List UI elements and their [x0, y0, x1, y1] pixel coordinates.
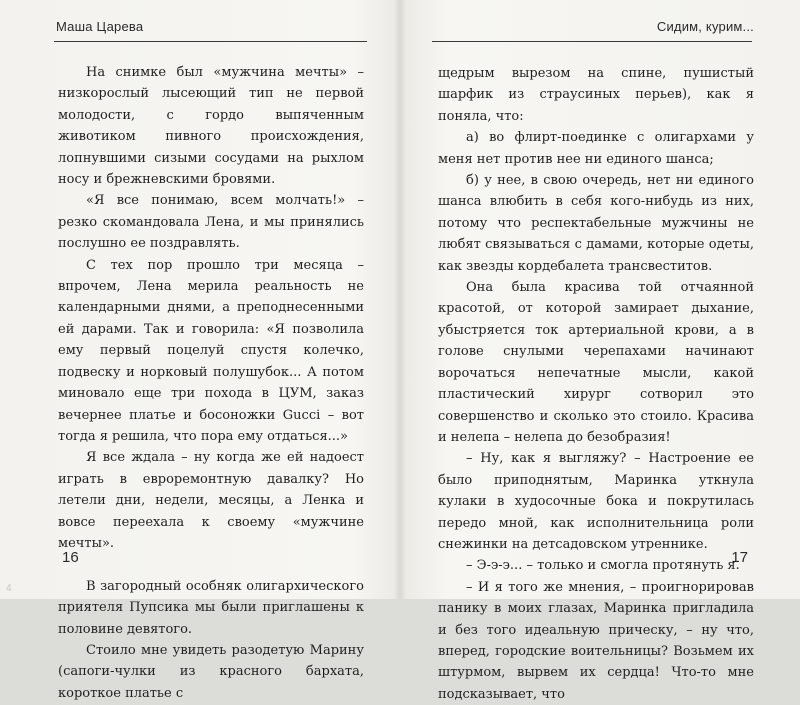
paragraph: – Э-э-э... – только и смогла протянуть я.	[466, 558, 740, 574]
paragraph: «Я все понимаю, всем молчать!» – резко скомандовала Лена, и мы принялись послушно ее поздравлять.	[58, 193, 364, 252]
paragraph: Она была красива той отчаянной красотой, от которой замирает дыхание, убыстряется ток артериальной крови, а в голове снулыми черепахами начинают ворочаться непечатные мысли, какой пластический хирург сотворил это совершенство и сколько это стоило. Красива и нелепа – нелепа до безобразия!	[438, 280, 754, 445]
left-page	[0, 0, 398, 701]
paragraph: – Ну, как я выгляжу? – Настроение ее было приподнятым, Маринка уткнула кулаки в худосочные бока и покрутилась передо мной, как исполнительница роли снежинки на детсадовском утреннике.	[438, 451, 754, 552]
paragraph: В загородный особняк олигархического приятеля Пупсика мы были приглашены к половине девятого.	[58, 578, 364, 637]
paragraph: С тех пор прошло три месяца – впрочем, Лена мерила реальность не календарными днями, а преподнесенными ей дарами. Так и говорила: «Я позволила ему первый поцелуй спустя колечко, подвеску и норковый полушубок... А потом миновало еще три похода в ЦУМ, заказ вечернее платье и босоножки Gucci – вот тогда я решила, что пора ему отдаться...»	[58, 257, 364, 444]
paragraph: Стоило мне увидеть разодетую Марину (сапоги-чулки из красного бархата, короткое платье с	[58, 642, 364, 701]
paragraph: Я все ждала – ну когда же ей надоест играть в евроремонтную давалку? Но летели дни, недели, месяцы, а Ленка и вовсе переехала к своему «мужчине мечты».	[58, 450, 364, 551]
paragraph: На снимке был «мужчина мечты» – низкорослый лысеющий тип не первой молодости, с гордо выпяченным животиком пивного происхождения, лопнувшими сизыми сосудами на рыхлом носу и брежневскими бровями.	[58, 65, 364, 188]
header-rule	[432, 41, 752, 42]
paragraph: щедрым вырезом на спине, пушистый шарфик из страусиных перьев), как я поняла, что:	[438, 66, 754, 124]
page-body	[438, 63, 754, 705]
paragraph: а) во флирт-поединке с олигархами у меня нет против нее ни единого шанса;	[438, 130, 754, 167]
running-head-author: Маша Царева	[56, 19, 144, 34]
page-number: 16	[62, 549, 79, 566]
running-head-title: Сидим, курим...	[656, 19, 754, 34]
page-number: 17	[731, 549, 748, 566]
paragraph: б) у нее, в свою очередь, нет ни единого шанса влюбить в себя кого-нибудь из них, потому что респектабельные мужчины не любят связываться с дамами, которые одеты, как звезды кордебалета трансвеститов.	[438, 173, 754, 274]
header-rule	[54, 41, 367, 42]
page-body	[58, 62, 364, 704]
right-page	[402, 0, 800, 702]
corner-mark: 4	[6, 583, 12, 594]
paragraph: – И я того же мнения, – проигнорировав панику в моих глазах, Маринка пригладила и без того идеальную прическу, – ну что, вперед, городские воительницы? Возьмем их штурмом, вырвем их сердца! Что-то мне подсказывает, что	[438, 579, 754, 702]
